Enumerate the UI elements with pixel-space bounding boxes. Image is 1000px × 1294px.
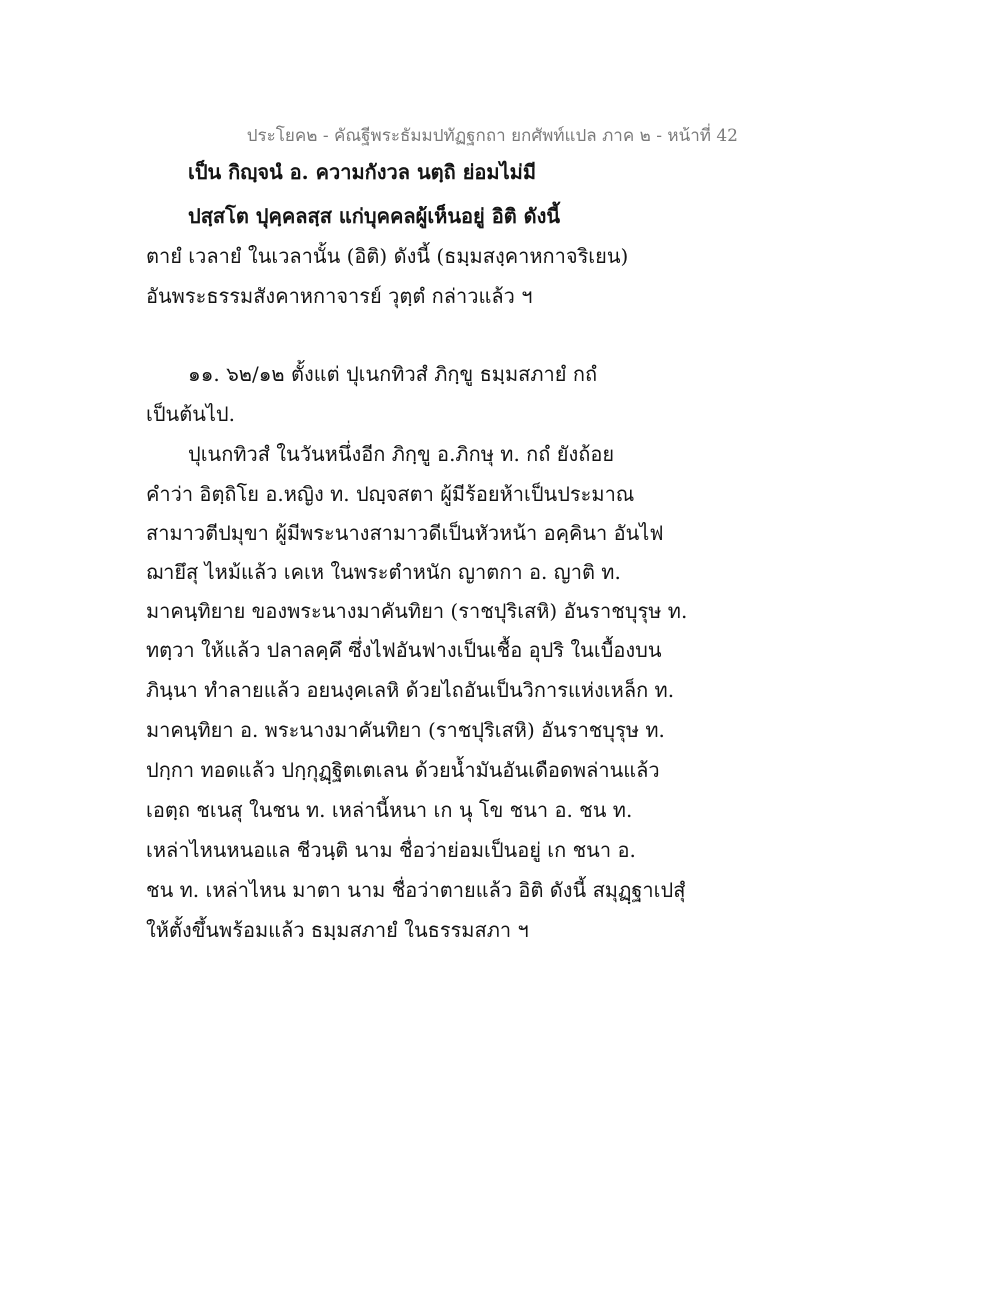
paragraph-line: คำว่า อิตฺถิโย อ.หญิง ท. ปญฺจสตา ผู้มีร้อยห้าเป็นประมาณ bbox=[146, 482, 635, 506]
paragraph-line: ปุเนกทิวสํ ในวันหนึ่งอีก ภิกฺขู อ.ภิกษุ ท. กถํ ยังถ้อย bbox=[188, 442, 615, 466]
paragraph-line: ภินฺนา ทำลายแล้ว อยนงฺคเลหิ ด้วยไถอันเป็นวิการแห่งเหล็ก ท. bbox=[146, 678, 675, 702]
page-header: ประโยค๒ - คัณฐีพระธัมมปทัฏฐกถา ยกศัพท์แปล ภาค ๒ - หน้าที่ 42 bbox=[246, 126, 738, 146]
paragraph-line: ปกฺกา ทอดแล้ว ปกฺกุฏฺฐิตเตเลน ด้วยน้ำมันอันเดือดพล่านแล้ว bbox=[146, 758, 660, 782]
paragraph-line: ให้ตั้งขึ้นพร้อมแล้ว ธมฺมสภายํ ในธรรมสภา ฯ bbox=[146, 918, 529, 942]
paragraph-line: ชน ท. เหล่าไหน มาตา นาม ชื่อว่าตายแล้ว อิติ ดังนี้ สมุฏฺฐาเปสุํ bbox=[146, 878, 686, 902]
text-line: ตายํ เวลายํ ในเวลานั้น (อิติ) ดังนี้ (ธมฺมสงฺคาหกาจริเยน) bbox=[146, 244, 629, 268]
paragraph-line: เอตฺถ ชเนสุ ในชน ท. เหล่านี้หนา เก นุ โข ชนา อ. ชน ท. bbox=[146, 798, 633, 822]
text-line: อันพระธรรมสังคาหกาจารย์ วุตฺตํ กล่าวแล้ว ฯ bbox=[146, 284, 533, 308]
story-heading-line: ๑๑. ๖๒/๑๒ ตั้งแต่ ปุเนกทิวสํ ภิกฺขู ธมฺมสภายํ กถํ bbox=[188, 362, 598, 386]
paragraph-line: ทตฺวา ให้แล้ว ปลาลคฺคึ ซึ่งไฟอันฟางเป็นเชื้อ อุปริ ในเบื้องบน bbox=[146, 638, 662, 662]
verse-line-2: ปสฺสโต ปุคฺคลสฺส แก่บุคคลผู้เห็นอยู่ อิติ ดังนี้ bbox=[188, 204, 561, 228]
paragraph-line: มาคนฺทิยา อ. พระนางมาคันทิยา (ราชปุริเสหิ) อันราชบุรุษ ท. bbox=[146, 718, 665, 742]
paragraph-line: ฌายึสุ ไหม้แล้ว เคเห ในพระตำหนัก ญาตกา อ. ญาติ ท. bbox=[146, 560, 621, 584]
paragraph-line: เหล่าไหนหนอแล ชีวนฺติ นาม ชื่อว่าย่อมเป็นอยู่ เก ชนา อ. bbox=[146, 838, 636, 862]
story-heading-line: เป็นต้นไป. bbox=[146, 402, 235, 426]
paragraph-line: สามาวตีปมุขา ผู้มีพระนางสามาวดีเป็นหัวหน้า อคฺคินา อันไฟ bbox=[146, 521, 664, 545]
paragraph-line: มาคนฺทิยาย ของพระนางมาคันทิยา (ราชปุริเสหิ) อันราชบุรุษ ท. bbox=[146, 599, 688, 623]
verse-line-1: เป็น กิญฺจนํ อ. ความกังวล นตฺถิ ย่อมไม่มี bbox=[188, 160, 537, 184]
